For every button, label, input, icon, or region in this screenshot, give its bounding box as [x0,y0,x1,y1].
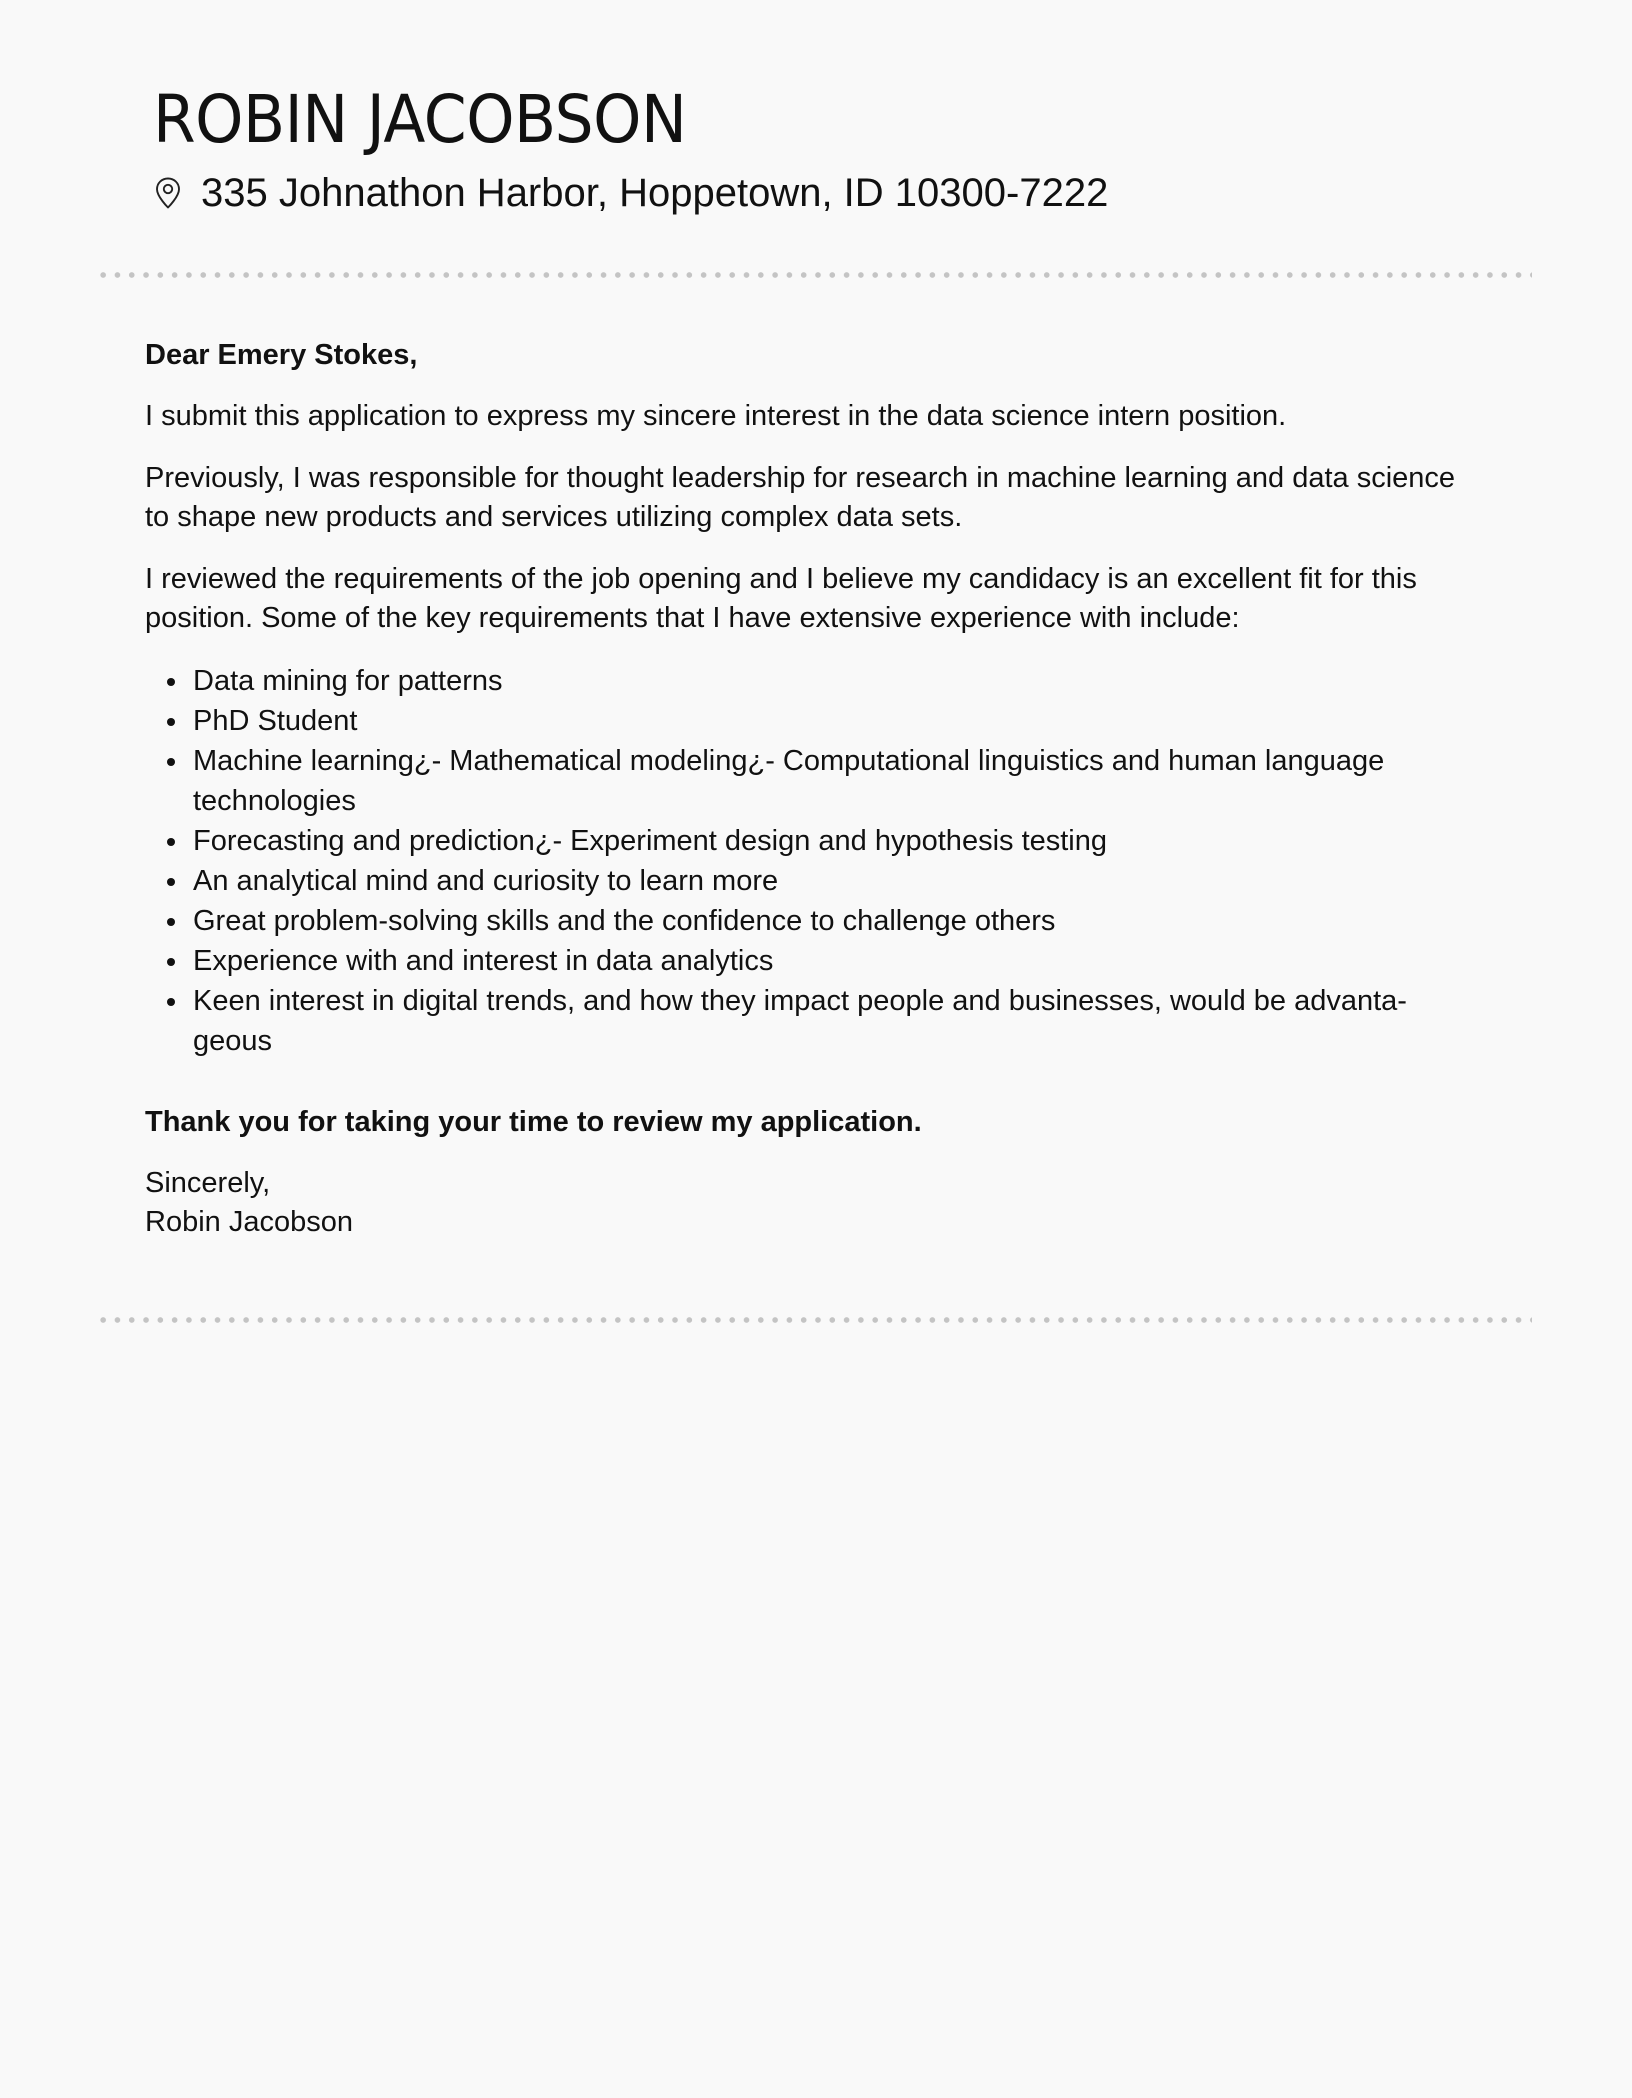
list-item: Experience with and interest in data analytics [193,941,1485,981]
intro-paragraph: I submit this application to express my sincere interest in the data science intern position. [145,400,1287,432]
list-item: An analytical mind and curiosity to learn more [193,861,1485,901]
list-item: Keen interest in digital trends, and how they impact people and businesses, would be advanta- geous [193,981,1485,1061]
list-item: Machine learning¿- Mathematical modeling¿- Computational linguistics and human language technologies [193,741,1485,821]
signature: Robin Jacobson [145,1206,353,1238]
requirements-intro-paragraph: I reviewed the requirements of the job opening and I believe my candidacy is an excellent fit for this position. Some of the key requirements that I have extensive experience with include: [145,563,1417,634]
list-item: Data mining for patterns [193,661,1485,701]
experience-paragraph: Previously, I was responsible for thought leadership for research in machine learning and data science to shape new products and services utilizing complex data sets. [145,462,1456,533]
top-dotted-divider [96,272,1532,278]
requirements-list [145,661,1485,1061]
applicant-name: ROBIN JACOBSON [153,81,687,158]
map-pin-icon [153,176,183,210]
address-row [153,168,1533,218]
closing: Sincerely, [145,1167,271,1199]
thank-you-line: Thank you for taking your time to review my application. [145,1106,922,1138]
applicant-address: 335 Johnathon Harbor, Hoppetown, ID 10300-7222 [201,171,1109,215]
list-item: PhD Student [193,701,1485,741]
salutation: Dear Emery Stokes, [145,339,418,371]
letter-header [153,78,1533,218]
bottom-dotted-divider [96,1317,1532,1323]
list-item: Forecasting and prediction¿- Experiment design and hypothesis testing [193,821,1485,861]
letter-body [145,336,1485,1242]
list-item: Great problem-solving skills and the confidence to challenge others [193,901,1485,941]
